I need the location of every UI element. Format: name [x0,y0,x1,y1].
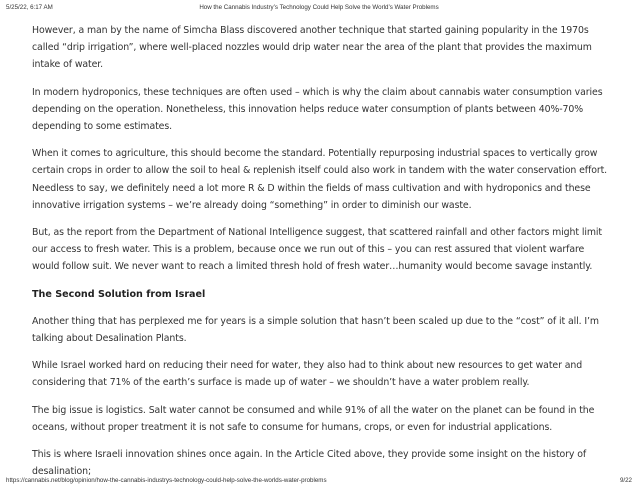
paragraph-hydroponics: In modern hydroponics, these techniques are often used – which is why the claim about cannabis water consumption varies depending on the operation. Nonetheless, this innovation helps reduce water consumption of plants between 40%-70% depending to some estimates. [32,86,603,133]
paragraph-israeli-innovation: This is where Israeli innovation shines once again. In the Article Cited above, they provide some insight on the history of desalination; [32,449,587,478]
print-header [0,4,638,14]
paragraph-desalination-intro: Another thing that has perplexed me for years is a simple solution that hasn’t been scaled up due to the “cost” of it all. I’m talking about Desalination Plants. [32,315,599,345]
section-heading: The Second Solution from Israel [32,288,206,300]
paragraph-israel-water: While Israel worked hard on reducing their need for water, they also had to think about new resources to get water and considering that 71% of the earth’s surface is made up of water – we shouldn’t have a water problem really. [32,360,583,389]
print-date: 5/25/22, 6:17 AM [6,4,53,11]
paragraph-national-intelligence: But, as the report from the Department of National Intelligence suggest, that scattered rainfall and other factors might limit our access to fresh water. This is a problem, because once we run out of this – you can rest assured that violent warfare would follow suit. We never want to reach a limited thresh hold of fresh water…humanity would become savage instantly. [32,227,602,273]
article-body [32,22,614,490]
print-url: https://cannabis.net/blog/opinion/how-the-cannabis-industrys-technology-could-help-solve-the-worlds-water-problems [6,477,327,484]
print-footer [0,477,638,487]
page-number: 9/22 [619,477,632,484]
paragraph-logistics: The big issue is logistics. Salt water cannot be consumed and while 91% of all the water on the planet can be found in the oceans, without proper treatment it is not safe to consume for humans, crops, or even for industrial applications. [32,404,595,433]
paragraph-drip-irrigation: However, a man by the name of Simcha Blass discovered another technique that started gaining popularity in the 1970s called “drip irrigation”, where well-placed nozzles would drip water near the area of the plant that provides the maximum intake of water. [32,25,592,71]
paragraph-agriculture: When it comes to agriculture, this should become the standard. Potentially repurposing industrial spaces to vertically grow certain crops in order to allow the soil to heal & replenish itself could also work in tandem with the water conservation effort. Needless to say, we definitely need a lot more R & D within the fields of mass cultivation and with hydroponics and these innovative irrigation systems – we’re already doing “something” in order to diminish our waste. [32,148,608,211]
print-page-title: How the Cannabis Industry’s Technology Could Help Solve the World’s Water Problems [199,4,439,11]
